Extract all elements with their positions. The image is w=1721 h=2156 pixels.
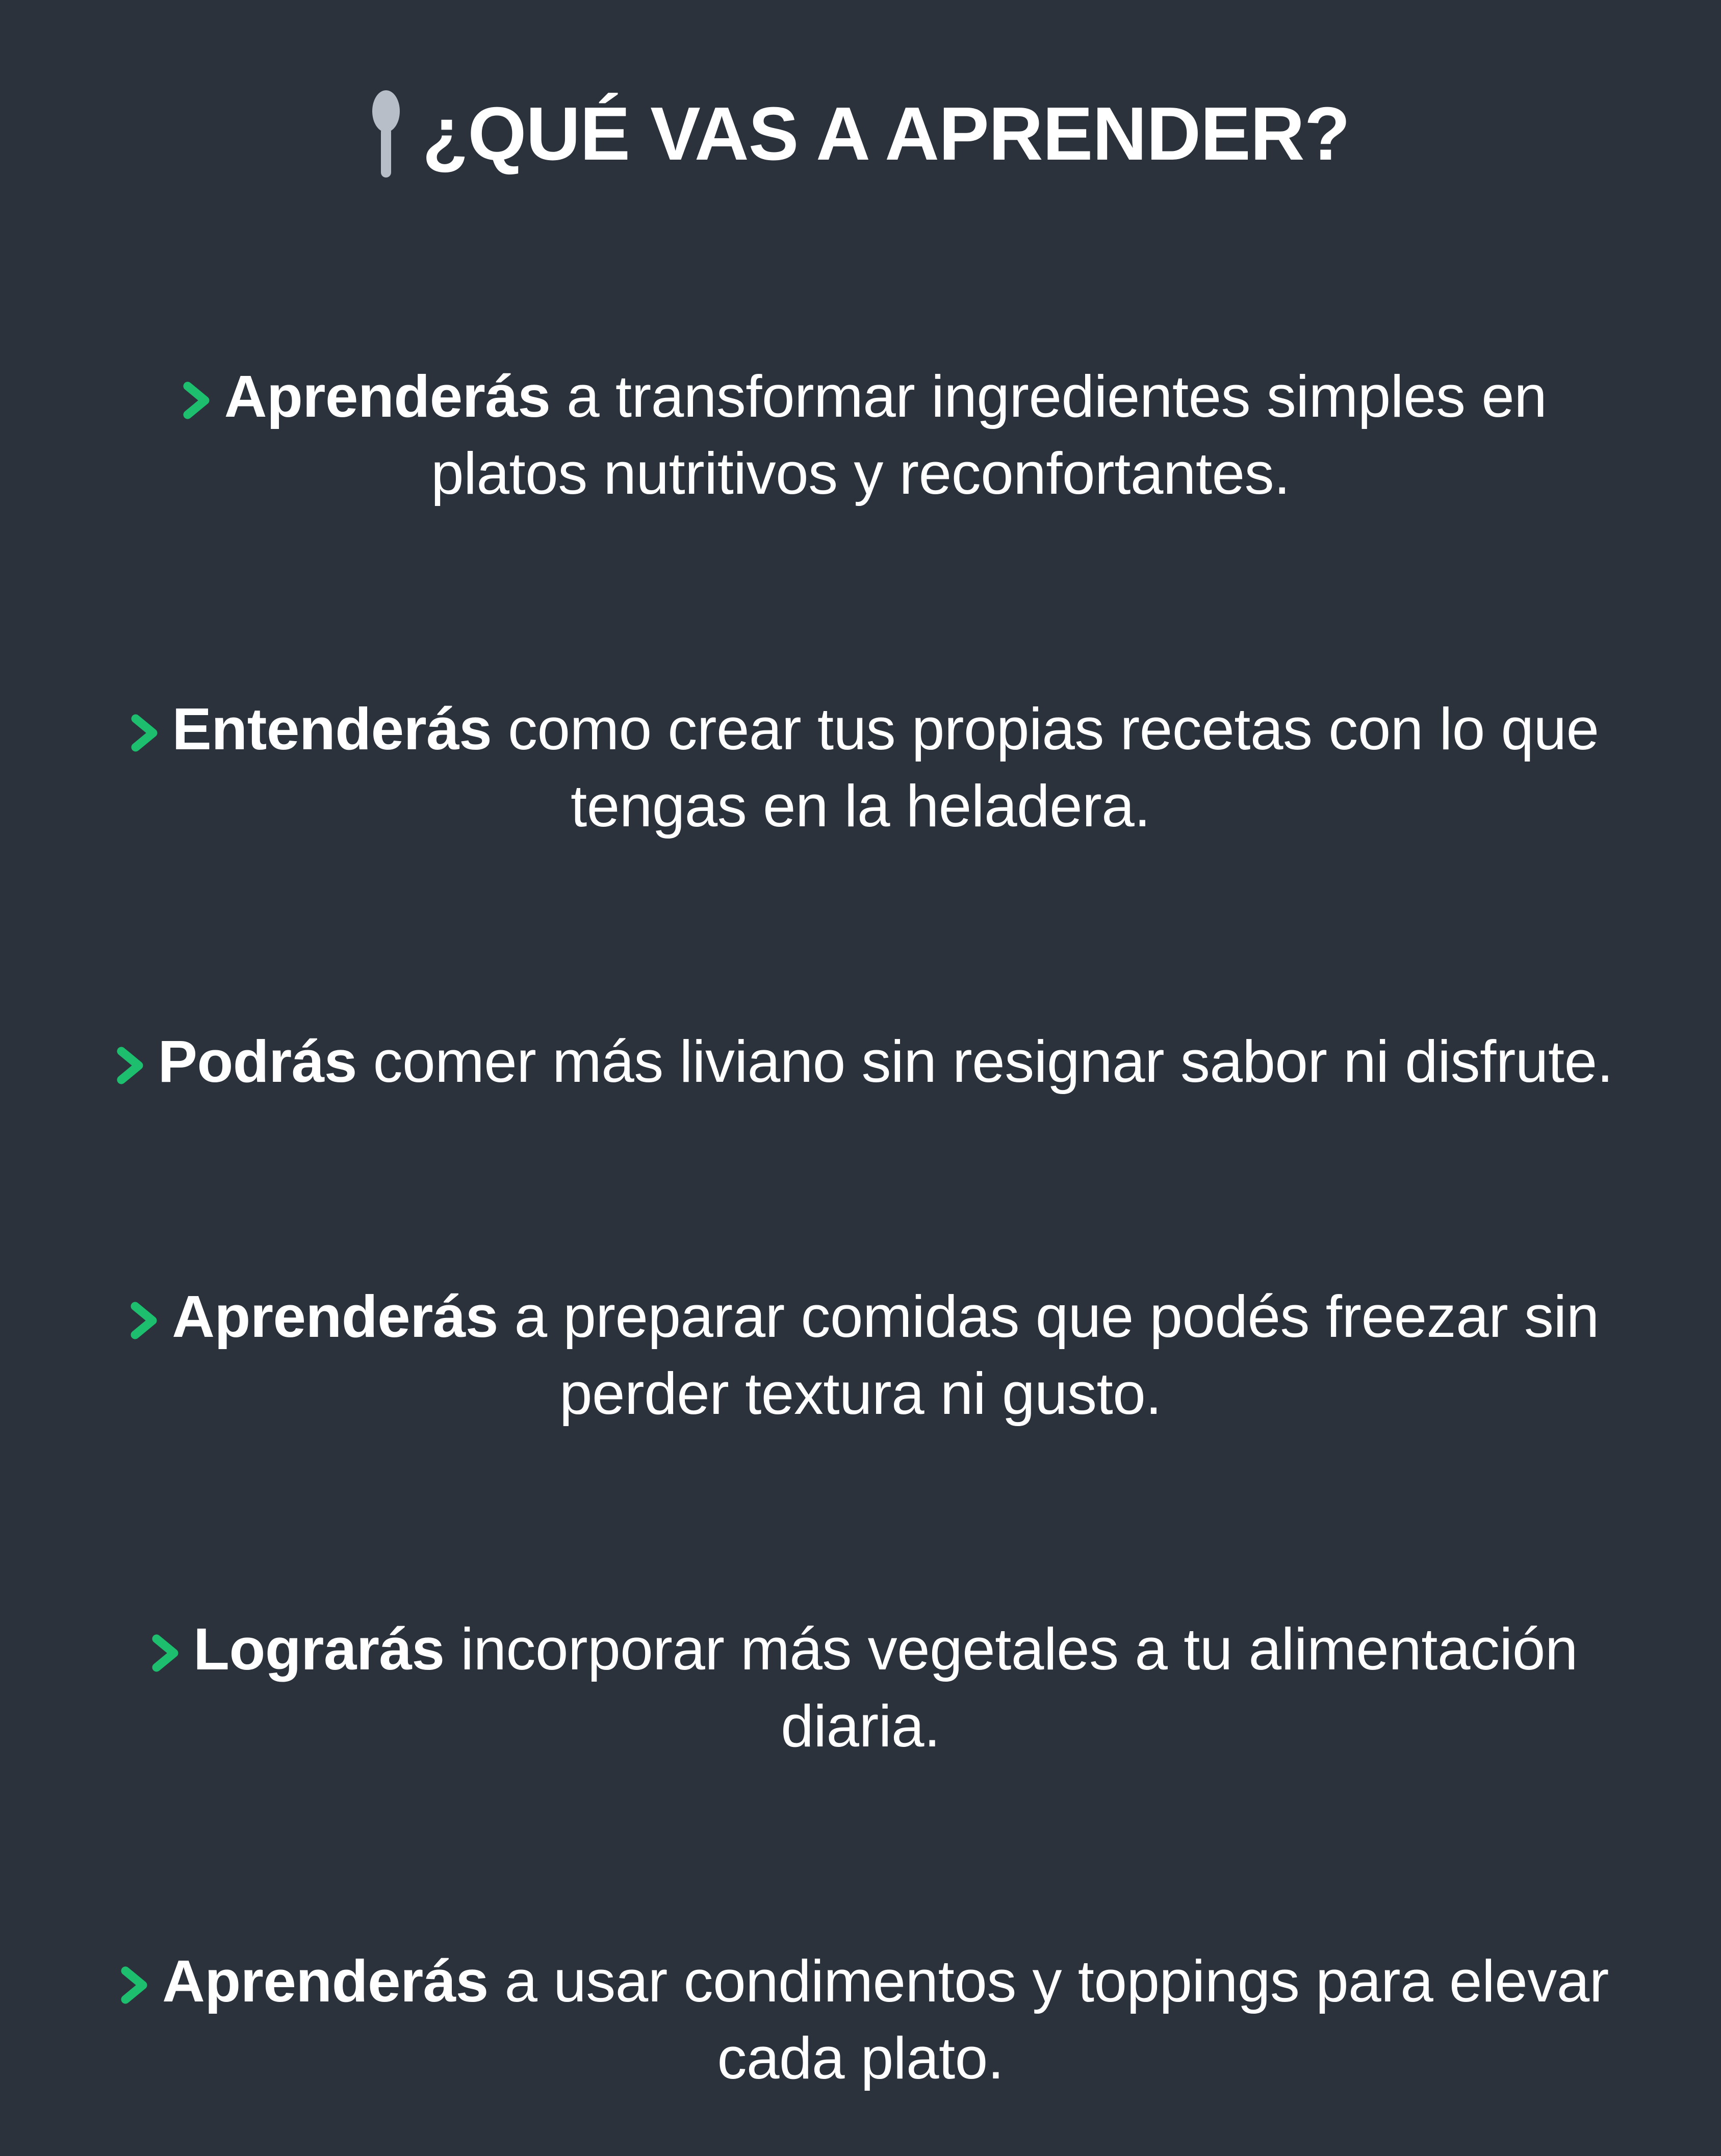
list-item xyxy=(102,1611,1619,1765)
list-item-lead: Entenderás xyxy=(172,695,492,762)
list-item xyxy=(102,1943,1619,2097)
page-title: ¿QUÉ VAS A APRENDER? xyxy=(422,92,1350,176)
list-item xyxy=(102,1278,1619,1432)
chevron-right-icon xyxy=(112,1964,155,2007)
list-item-text: comer más liviano sin resignar sabor ni disfrute. xyxy=(356,1028,1613,1095)
list-item xyxy=(102,691,1619,845)
learning-points-list xyxy=(102,299,1619,2156)
list-item xyxy=(102,1023,1619,1100)
list-item-lead: Aprenderás xyxy=(162,1948,489,2015)
list-item-lead: Podrás xyxy=(158,1028,357,1095)
chevron-right-icon xyxy=(108,1044,151,1087)
list-item-lead: Aprenderás xyxy=(172,1283,498,1350)
chevron-right-icon xyxy=(122,1299,165,1342)
chevron-right-icon xyxy=(143,1632,186,1675)
list-item-lead: Lograrás xyxy=(193,1615,445,1682)
page-header xyxy=(102,46,1619,222)
list-item-lead: Aprenderás xyxy=(224,363,551,430)
list-item-text: incorporar más vegetales a tu alimentación diaria. xyxy=(444,1615,1578,1759)
list-item-text: a preparar comidas que podés freezar sin perder textura ni gusto. xyxy=(498,1283,1599,1427)
list-item-text: a transformar ingredientes simples en platos nutritivos y reconfortantes. xyxy=(431,363,1547,507)
chevron-right-icon xyxy=(122,712,165,754)
list-item-text: a usar condimentos y toppings para elevar cada plato. xyxy=(488,1948,1609,2092)
chevron-right-icon xyxy=(174,379,217,422)
list-item-text: como crear tus propias recetas con lo que tengas en la heladera. xyxy=(492,695,1599,839)
list-item xyxy=(102,358,1619,512)
spoon-icon xyxy=(371,90,401,179)
